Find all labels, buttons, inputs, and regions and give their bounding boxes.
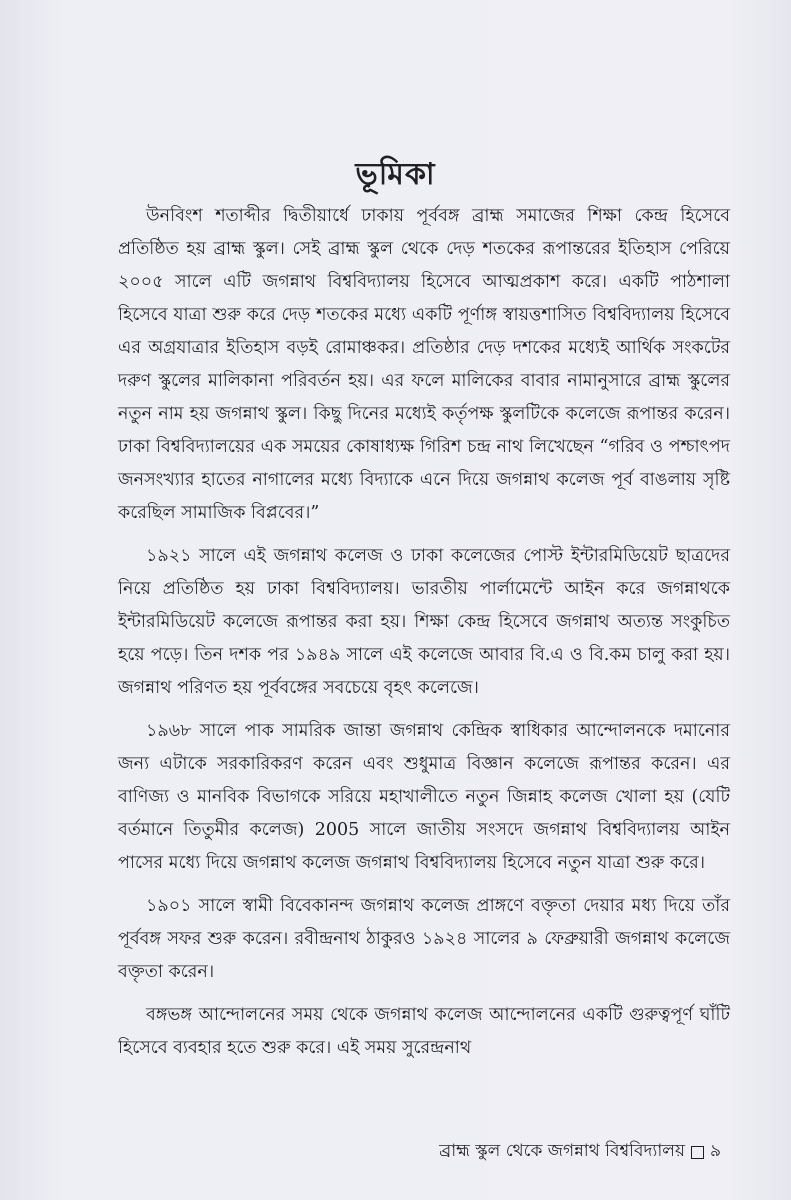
- square-bullet-icon: [691, 1146, 704, 1159]
- body-text: [118, 200, 730, 1075]
- paragraph: বঙ্গভঙ্গ আন্দোলনের সময় থেকে জগন্নাথ কলেজ আন্দোলনের একটি গুরুত্বপূর্ণ ঘাঁটি হিসেবে ব্যবহার হতে শুরু করে। এই সময় সুরেন্দ্রনাথ: [118, 1005, 730, 1058]
- page-footer: [439, 1138, 721, 1166]
- paragraph: ১৯৬৮ সালে পাক সামরিক জান্তা জগন্নাথ কেন্দ্রিক স্বাধিকার আন্দোলনকে দমানোর জন্য এটাকে সরকারিকরণ করেন এবং শুধুমাত্র বিজ্ঞান কলেজে রূপান্তর করেন। এর বাণিজ্য ও মানবিক বিভাগকে সরিয়ে মহাখালীতে নতুন জিন্নাহ কলেজ খোলা হয় (যেটি বর্তমানে তিতুমীর কলেজ) 2005 সালে জাতীয় সংসদে জগন্নাথ বিশ্ববিদ্যালয় আইন পাসের মধ্যে দিয়ে জগন্নাথ কলেজ জগন্নাথ বিশ্ববিদ্যালয় হিসেবে নতুন যাত্রা শুরু করে।: [118, 721, 730, 873]
- paragraph: উনবিংশ শতাব্দীর দ্বিতীয়ার্ধে ঢাকায় পূর্ববঙ্গ ব্রাহ্ম সমাজের শিক্ষা কেন্দ্র হিসেবে প্রতিষ্ঠিত হয় ব্রাহ্ম স্কুল। সেই ব্রাহ্ম স্কুল থেকে দেড় শতকের রূপান্তরের ইতিহাস পেরিয়ে ২০০৫ সালে এটি জগন্নাথ বিশ্ববিদ্যালয় হিসেবে আত্মপ্রকাশ করে। একটি পাঠশালা হিসেবে যাত্রা শুরু করে দেড় শতকের মধ্যে একটি পূর্ণাঙ্গ স্বায়ত্তশাসিত বিশ্ববিদ্যালয় হিসেবে এর অগ্রযাত্রার ইতিহাস বড়ই রোমাঞ্চকর। প্রতিষ্ঠার দেড় দশকের মধ্যেই আর্থিক সংকটের দরুণ স্কুলের মালিকানা পরিবর্তন হয়। এর ফলে মালিকের বাবার নামানুসারে ব্রাহ্ম স্কুলের নতুন নাম হয় জগন্নাথ স্কুল। কিছু দিনের মধ্যেই কর্তৃপক্ষ স্কুলটিকে কলেজে রূপান্তর করেন। ঢাকা বিশ্ববিদ্যালয়ের এক সময়ের কোষাধ্যক্ষ গিরিশ চন্দ্র নাথ লিখেছেন “গরিব ও পশ্চাৎপদ জনসংখ্যার হাতের নাগালের মধ্যে বিদ্যাকে এনে দিয়ে জগন্নাথ কলেজ পূর্ব বাঙলায় সৃষ্টি করেছিল সামাজিক বিপ্লবের।”: [118, 206, 730, 523]
- page-number: ৯: [709, 1141, 721, 1161]
- paragraph: ১৯০১ সালে স্বামী বিবেকানন্দ জগন্নাথ কলেজ প্রাঙ্গণে বক্তৃতা দেয়ার মধ্য দিয়ে তাঁর পূর্ববঙ্গ সফর শুরু করেন। রবীন্দ্রনাথ ঠাকুরও ১৯২৪ সালের ৯ ফেব্রুয়ারী জগন্নাথ কলেজে বক্তৃতা করেন।: [118, 896, 730, 982]
- running-title: ব্রাহ্ম স্কুল থেকে জগন্নাথ বিশ্ববিদ্যালয়: [439, 1141, 685, 1161]
- page-heading: ভূমিকা: [355, 157, 436, 192]
- paragraph: ১৯২১ সালে এই জগন্নাথ কলেজ ও ঢাকা কলেজের পোস্ট ইন্টারমিডিয়েট ছাত্রদের নিয়ে প্রতিষ্ঠিত হয় ঢাকা বিশ্ববিদ্যালয়। ভারতীয় পার্লামেন্টে আইন করে জগন্নাথকে ইন্টারমিডিয়েট কলেজে রূপান্তর করা হয়। শিক্ষা কেন্দ্র হিসেবে জগন্নাথ অত্যন্ত সংকুচিত হয়ে পড়ে। তিন দশক পর ১৯৪৯ সালে এই কলেজে আবার বি.এ ও বি.কম চালু করা হয়। জগন্নাথ পরিণত হয় পূর্ববঙ্গের সবচেয়ে বৃহৎ কলেজে।: [118, 546, 730, 698]
